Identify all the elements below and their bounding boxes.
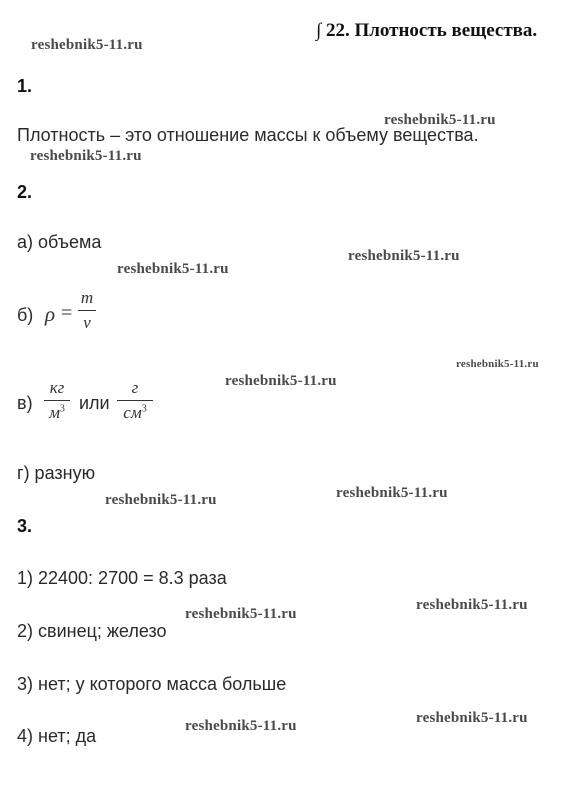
answer-item-label: в): [17, 393, 33, 413]
rho-symbol: ρ: [45, 302, 56, 326]
answer-item: г) разную: [17, 463, 96, 483]
unit-exponent: 3: [141, 403, 147, 415]
answer-item-label: б): [17, 305, 34, 325]
fraction-numerator: кг: [49, 378, 65, 397]
watermark: reshebnik5-11.ru: [30, 148, 142, 164]
watermark: reshebnik5-11.ru: [185, 718, 297, 734]
question-number: 3.: [17, 516, 33, 536]
fraction-numerator: m: [80, 288, 94, 307]
question-number: 1.: [17, 76, 33, 96]
watermark: reshebnik5-11.ru: [336, 485, 448, 501]
watermark: reshebnik5-11.ru: [456, 358, 539, 370]
fraction-bar: [78, 310, 96, 311]
answer-item: 2) свинец; железо: [17, 621, 167, 641]
equals-sign: =: [61, 302, 73, 324]
watermark: reshebnik5-11.ru: [117, 261, 229, 277]
watermark: reshebnik5-11.ru: [348, 248, 460, 264]
fraction-denominator: [117, 403, 153, 423]
fraction-denominator: [44, 403, 70, 423]
watermark: reshebnik5-11.ru: [416, 597, 528, 613]
question-number: 2.: [17, 182, 33, 202]
watermark: reshebnik5-11.ru: [225, 373, 337, 389]
unit-fraction-g-cm3: [117, 378, 153, 423]
density-fraction: [78, 288, 96, 333]
answer-item: а) объема: [17, 232, 102, 252]
fraction-denominator: v: [83, 313, 91, 332]
answer-item: 4) нет; да: [17, 726, 97, 746]
answer-text: Плотность – это отношение массы к объему вещества.: [17, 125, 479, 145]
unit-exponent: 3: [59, 403, 65, 415]
watermark: reshebnik5-11.ru: [185, 606, 297, 622]
watermark: reshebnik5-11.ru: [384, 112, 496, 128]
answer-item: 1) 22400: 2700 = 8.3 раза: [17, 568, 227, 588]
unit-text: м: [49, 403, 60, 422]
unit-fraction-kg-m3: [44, 378, 70, 423]
page-title: ∫ 22. Плотность вещества.: [316, 20, 538, 41]
or-text: или: [79, 393, 110, 413]
answer-item: 3) нет; у которого масса больше: [17, 674, 287, 694]
fraction-bar: [44, 400, 70, 401]
fraction-bar: [117, 400, 153, 401]
watermark: reshebnik5-11.ru: [105, 492, 217, 508]
fraction-numerator: г: [131, 378, 139, 397]
unit-text: см: [123, 403, 142, 422]
watermark: reshebnik5-11.ru: [416, 710, 528, 726]
watermark: reshebnik5-11.ru: [31, 37, 143, 53]
